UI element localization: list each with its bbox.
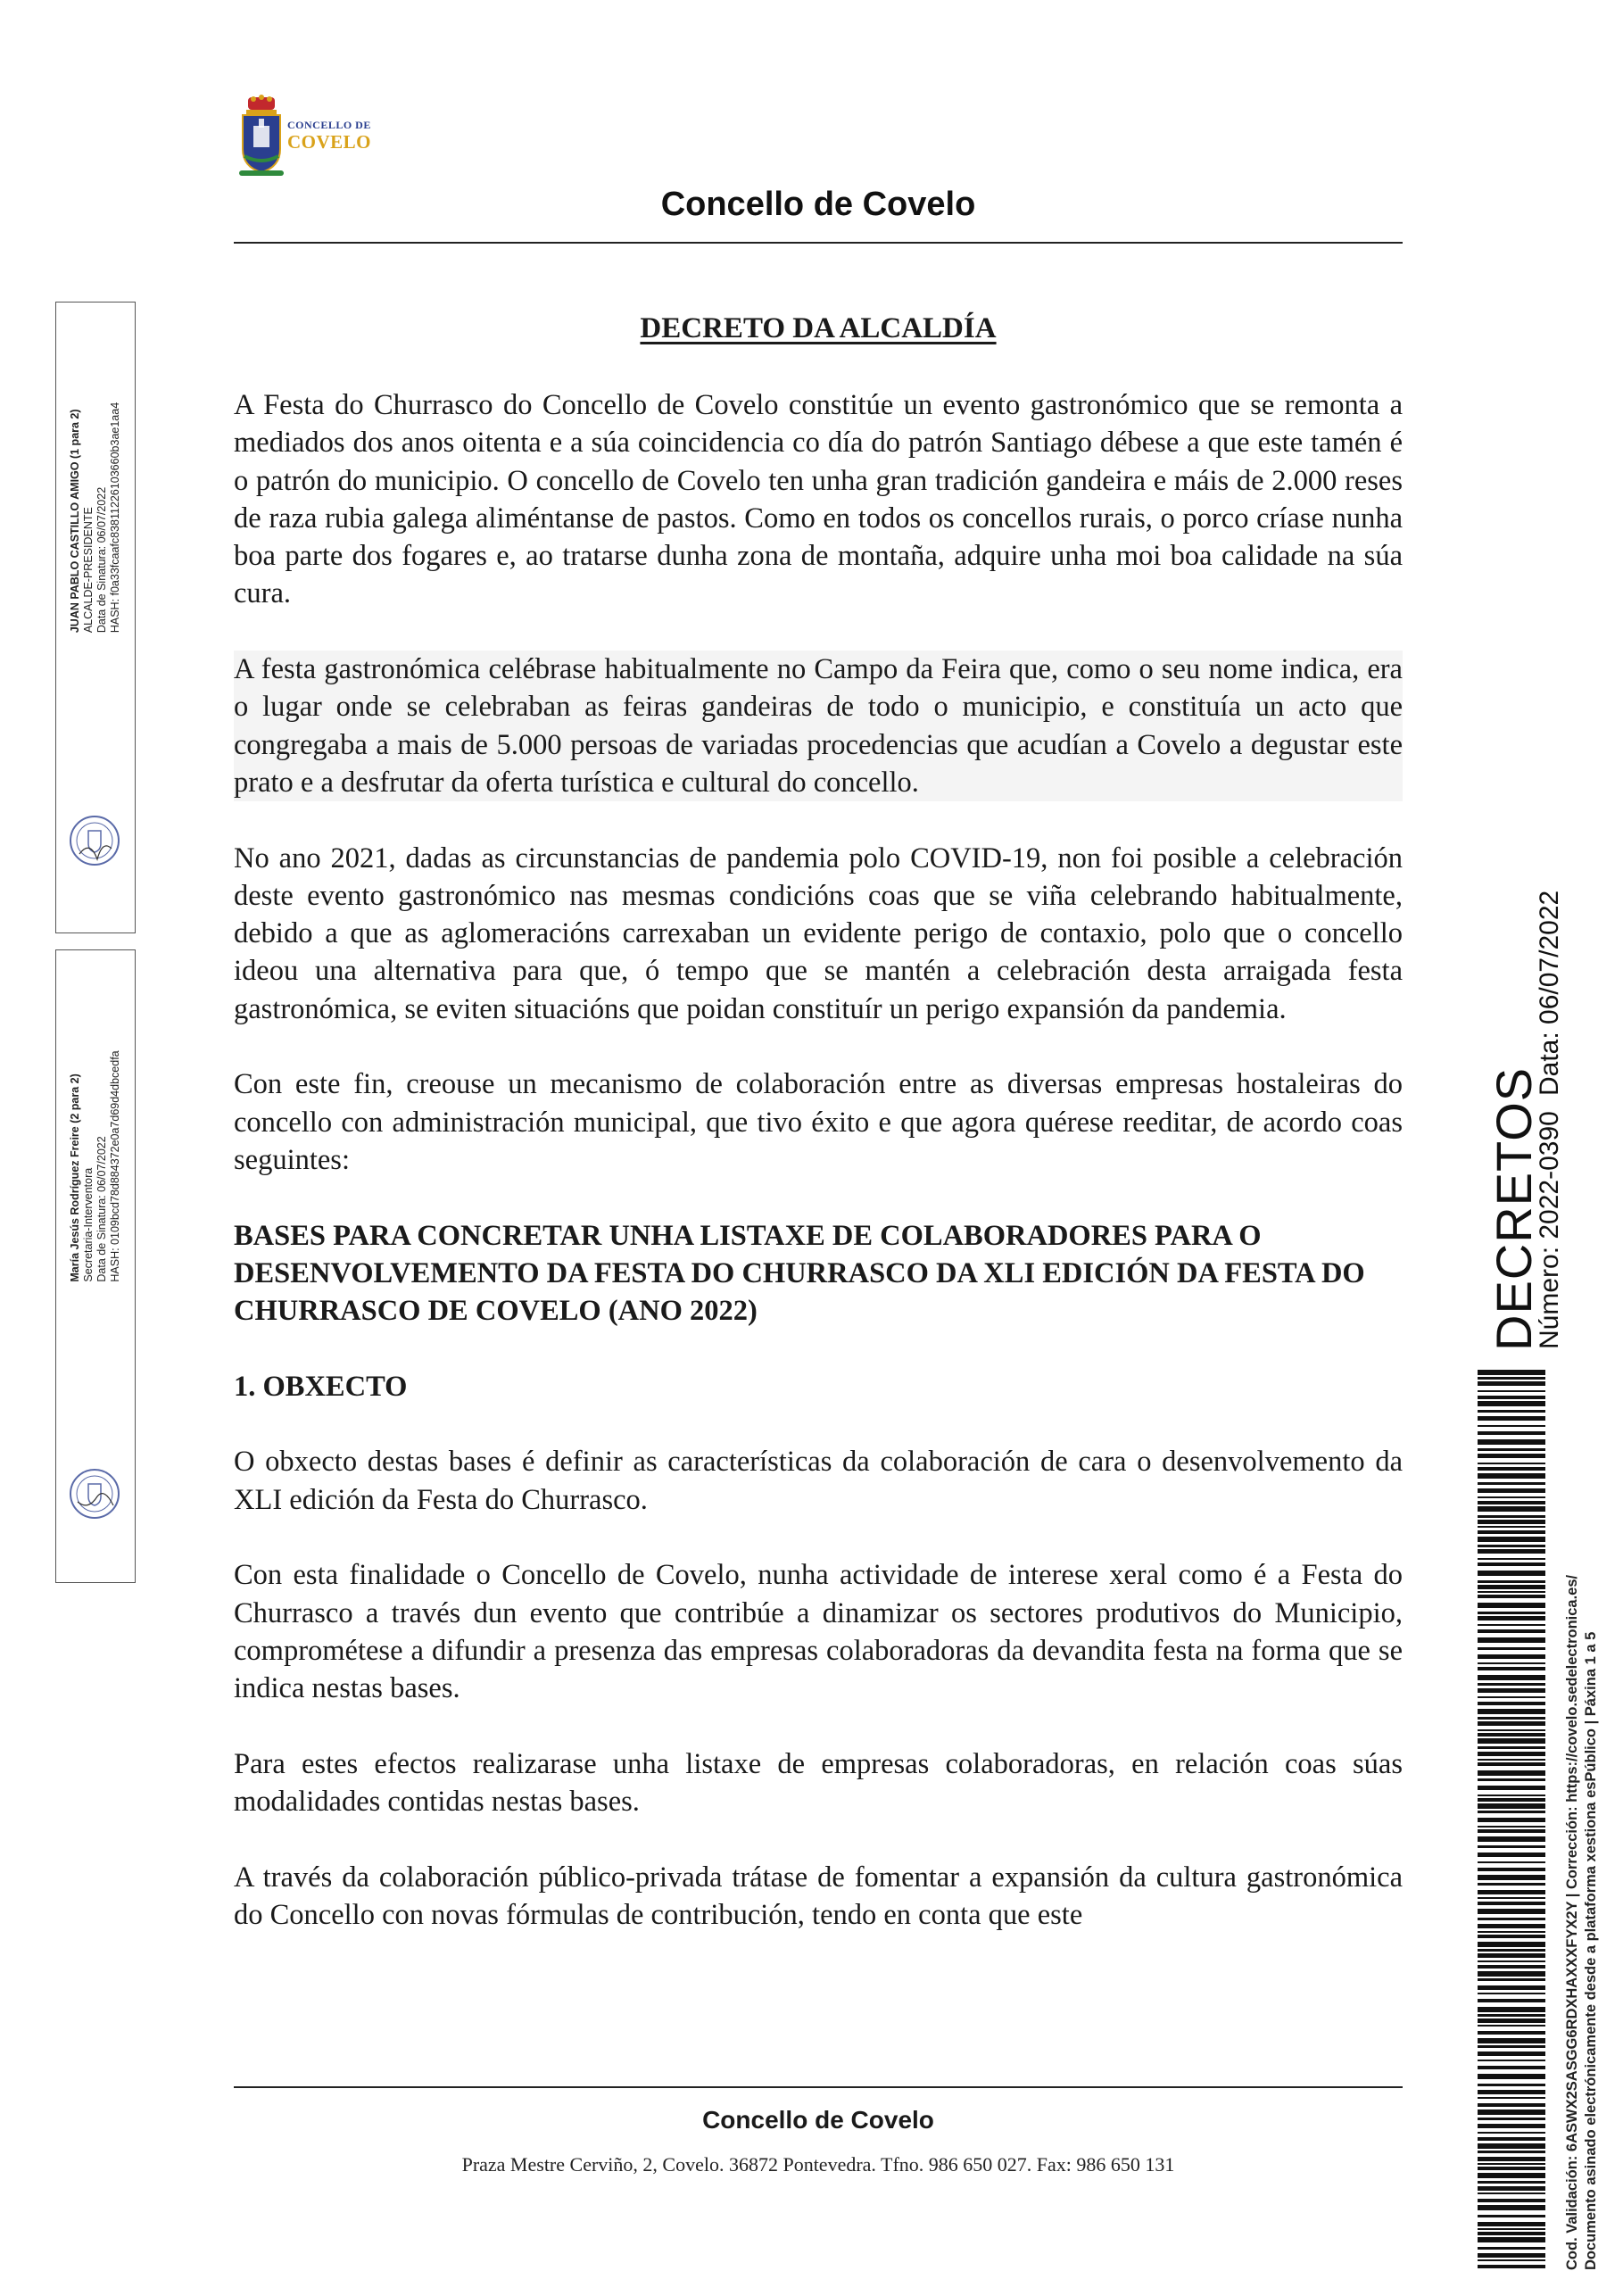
signature-hash: HASH: 0109bcd78d884372e0a7d69d4dbcedfa (109, 1050, 121, 1282)
decree-stamp-date: Data: 06/07/2022 (1535, 890, 1564, 1096)
signer-name: JUAN PABLO CASTILLO AMIGO (1 para 2) (69, 409, 81, 634)
decree-stamp-label: DECRETOS (1486, 1066, 1542, 1351)
logo-text-top: CONCELLO DE (287, 119, 371, 131)
signature-box-secretary (55, 949, 136, 1583)
document-title: DECRETO DA ALCALDÍA (640, 312, 997, 344)
signer-role: ALCALDE-PRESIDENTE (82, 507, 95, 634)
signature-box-mayor (55, 302, 136, 933)
document-body (234, 386, 1403, 1971)
footer-title: Concello de Covelo (702, 2106, 934, 2134)
paragraph-mecanismo: Con este fin, creouse un mecanismo de colaboración entre as diversas empresas hostaleiras do concello con administración municipal, que tivo éxito e que agora quérese reeditar, de acordo coas seguintes: (234, 1068, 1403, 1176)
footer-address: Praza Mestre Cerviño, 2, Covelo. 36872 Pontevedra. Tfno. 986 650 027. Fax: 986 650 131 (461, 2153, 1175, 2176)
header-rule (234, 242, 1403, 244)
footer-rule (234, 2086, 1403, 2088)
signature-text-mayor (69, 402, 122, 633)
section-heading-obxecto: 1. OBXECTO (234, 1370, 408, 1403)
signature-date: Data de Sinatura: 06/07/2022 (95, 1136, 108, 1282)
signature-hash: HASH: f0a33fcaafc83811226103660b3ae1aa4 (109, 402, 121, 634)
validation-code: Cod. Validación: 6ASWX2SASGG6RDXHAXXXFYX2Y | Corrección: https://covelo.sedelectronica.es/ (1564, 1574, 1580, 2270)
paragraph-finalidade: Con esta finalidade o Concello de Covelo, nunha actividade de interese xeral como é a Festa do Churrasco a través dun evento que contribúe a dinamizar os sectores produtivos do Municipio, comprométese a difundir a presenza das empresas colaboradoras da devandita festa na forma que se indica nestas bases. (234, 1559, 1403, 1705)
official-seal-icon (67, 813, 122, 868)
signer-role: Secretaria-Interventora (82, 1167, 95, 1282)
signer-name: María Jesús Rodríguez Freire (2 para 2) (69, 1073, 81, 1282)
paragraph-covid: No ano 2021, dadas as circunstancias de pandemia polo COVID-19, non foi posible a celebración deste evento gastronómico nas mesmas condicións coas que se viña celebrando habitualmente, debido a que as aglomeracións carrexaban un evidente perigo de contaxio, polo que o concello ideou una alternativa para que, ó tempo que se mantén a celebración desta arraigada festa gastronómica, se eviten situacións que poidan constituír un perigo expansión da pandemia. (234, 841, 1403, 1025)
paragraph-colaboracion: A través da colaboración público-privada trátase de fomentar a expansión da cultura gastronómica do Concello con novas fórmulas de contribución, tendo en conta que este (234, 1861, 1403, 1931)
bases-heading: BASES PARA CONCRETAR UNHA LISTAXE DE COLABORADORES PARA O DESENVOLVEMENTO DA FESTA DO CHURRASCO DA XLI EDICIÓN DA FESTA DO CHURRASCO DE COVELO (ANO 2022) (234, 1219, 1365, 1328)
paragraph-intro: A Festa do Churrasco do Concello de Covelo constitúe un evento gastronómico que se remonta a mediados dos anos oitenta e a súa coincidencia co día do patrón Santiago débese a que este tamén é o patrón do municipio. O concello de Covelo ten unha gran tradición gandeira e máis de 2.000 reses de raza rubia galega aliméntanse de pastos. Como en todos os concellos rurais, o porco críase nunha boa parte dos fogares e, ao tratarse dunha zona de montaña, adquire unha moi boa calidade na súa cura. (234, 389, 1403, 610)
validation-platform: Documento asinado electrónicamente desde a plataforma xestiona esPúblico | Páxina 1 a 5 (1583, 1631, 1599, 2270)
decree-stamp-number: Número: 2022-0390 (1535, 1111, 1564, 1349)
signature-date: Data de Sinatura: 06/07/2022 (95, 486, 108, 634)
paragraph-listaxe: Para estes efectos realizarase unha listaxe de empresas colaboradoras, en relación coas súas modalidades contidas nestas bases. (234, 1747, 1403, 1818)
barcode-icon (1478, 1370, 1545, 2271)
paragraph-festa: A festa gastronómica celébrase habitualmente no Campo da Feira que, como o seu nome indica, era o lugar onde se celebraban as feiras gandeiras de todo o municipio, e constituía un acto que congregaba a mais de 5.000 persoas de variadas procedencias que acudían a Covelo a degustar este prato e a desfrutar da oferta turística e cultural do concello. (234, 651, 1403, 801)
official-seal-icon (67, 1466, 122, 1521)
header-title: Concello de Covelo (660, 186, 976, 223)
signature-text-secretary (69, 1050, 122, 1281)
logo-text-bottom: COVELO (287, 131, 372, 153)
paragraph-obxecto: O obxecto destas bases é definir as características da colaboración de cara o desenvolvemento da XLI edición da Festa do Churrasco. (234, 1446, 1403, 1516)
coat-of-arms-icon (234, 94, 289, 178)
validation-text (1563, 1575, 1601, 2270)
concello-logo (234, 94, 385, 178)
